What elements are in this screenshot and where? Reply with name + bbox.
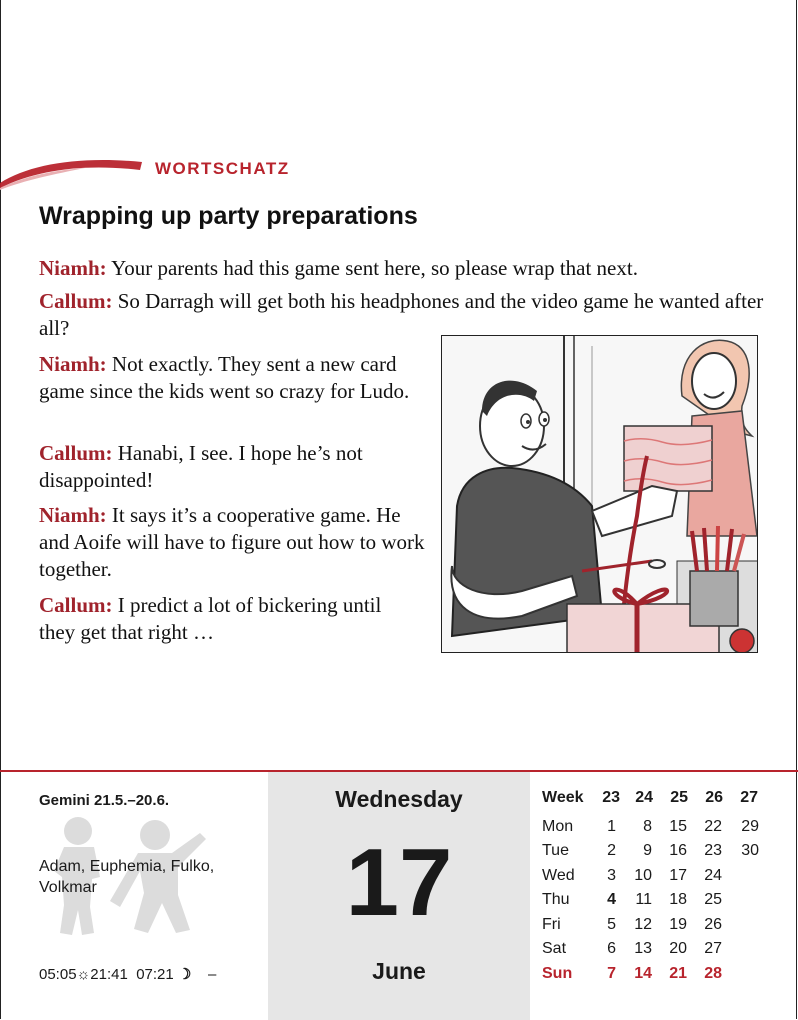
- speaker-name: Callum:: [39, 593, 113, 617]
- calendar-date: 17: [669, 866, 687, 884]
- calendar-date: 6: [607, 940, 616, 957]
- calendar-date: 19: [669, 915, 687, 933]
- dialog-text: Your parents had this game sent here, so please wrap that next.: [106, 256, 638, 280]
- dialog-line: [39, 440, 434, 494]
- week-number: 24: [635, 789, 653, 806]
- speaker-name: Callum:: [39, 289, 113, 313]
- weekday-label: Wednesday: [335, 786, 463, 812]
- calendar-day-label: Fri: [542, 915, 561, 933]
- calendar-day-label: Mon: [542, 817, 574, 835]
- month-label: June: [372, 958, 426, 984]
- calendar-date: 11: [635, 891, 652, 908]
- dialog-text: Hanabi, I see. I hope he’s not disappointed!: [39, 441, 363, 492]
- gift-wrapping-scene: [442, 336, 758, 653]
- sun-moon-times: [39, 965, 216, 983]
- week-number: 27: [740, 789, 758, 806]
- dialog-text: So Darragh will get both his headphones and the video game he wanted after all?: [39, 289, 764, 340]
- calendar-date: 16: [669, 842, 687, 859]
- sunset-time: 21:41: [90, 966, 128, 983]
- calendar-date: 2: [607, 842, 616, 859]
- calendar-date: 24: [704, 866, 722, 884]
- day-number: 17: [345, 829, 453, 936]
- calendar-date: 3: [607, 866, 616, 884]
- calendar-date: 14: [634, 964, 652, 982]
- dialog-text: I predict a lot of bickering until they get that right …: [39, 593, 382, 644]
- speaker-name: Callum:: [39, 441, 113, 465]
- calendar-date: 29: [741, 817, 759, 835]
- moon-time: 07:21: [136, 966, 174, 983]
- dialog-line: [39, 255, 769, 282]
- speaker-name: Niamh:: [39, 256, 107, 280]
- week-label: Week: [542, 789, 584, 806]
- red-swoosh-decoration: [0, 150, 145, 190]
- calendar-date: 8: [643, 817, 652, 835]
- calendar-date: 26: [704, 915, 722, 933]
- calendar-date: 22: [704, 817, 722, 835]
- calendar-day-label: Thu: [542, 891, 570, 908]
- week-number: 25: [670, 789, 688, 806]
- calendar-date: 7: [607, 964, 616, 982]
- calendar-date: 28: [704, 964, 722, 982]
- cartoon-illustration: [441, 335, 758, 653]
- zodiac-sign: Gemini 21.5.–20.6.: [39, 792, 170, 809]
- calendar-date: 12: [634, 915, 652, 933]
- calendar-day-label: Wed: [542, 866, 575, 884]
- calendar-date: 21: [669, 964, 687, 982]
- calendar-date: 30: [741, 842, 759, 859]
- calendar-date: 5: [607, 915, 616, 933]
- week-number: 23: [602, 789, 620, 806]
- calendar-day-label: Sat: [542, 940, 567, 957]
- section-label: WORTSCHATZ: [155, 159, 290, 178]
- calendar-date: 23: [704, 842, 722, 859]
- calendar-day-label: Tue: [542, 842, 569, 859]
- dialog-text: Not exactly. They sent a new card game since the kids went so crazy for Ludo.: [39, 352, 410, 403]
- sun-icon: ☼: [76, 966, 91, 983]
- calendar-date: 10: [634, 866, 652, 884]
- dialog-line: [39, 351, 434, 405]
- calendar-date: 15: [669, 817, 687, 835]
- calendar-day-label: Sun: [542, 964, 573, 982]
- week-number: 26: [705, 789, 723, 806]
- calendar-date: 25: [704, 891, 722, 908]
- waning-moon-icon: ☽: [177, 966, 192, 983]
- dialog-line: [39, 502, 434, 583]
- calendar-date-highlighted: 4: [607, 891, 616, 908]
- moon-dash: –: [208, 966, 217, 983]
- calendar-date: 1: [607, 817, 616, 835]
- name-days: Adam, Euphemia, Fulko, Volkmar: [39, 858, 215, 896]
- calendar-date: 27: [704, 940, 722, 957]
- sunrise-time: 05:05: [39, 966, 77, 983]
- speaker-name: Niamh:: [39, 352, 107, 376]
- page-title: Wrapping up party preparations: [39, 202, 418, 230]
- calendar-date: 9: [643, 842, 652, 859]
- dialog-line: [39, 592, 409, 646]
- calendar-date: 18: [669, 891, 687, 908]
- calendar-date: 20: [669, 940, 687, 957]
- calendar-date: 13: [634, 940, 652, 957]
- speaker-name: Niamh:: [39, 503, 107, 527]
- dialog-text: It says it’s a cooperative game. He and Aoife will have to figure out how to work together.: [39, 503, 425, 581]
- dialog-line: [39, 288, 769, 342]
